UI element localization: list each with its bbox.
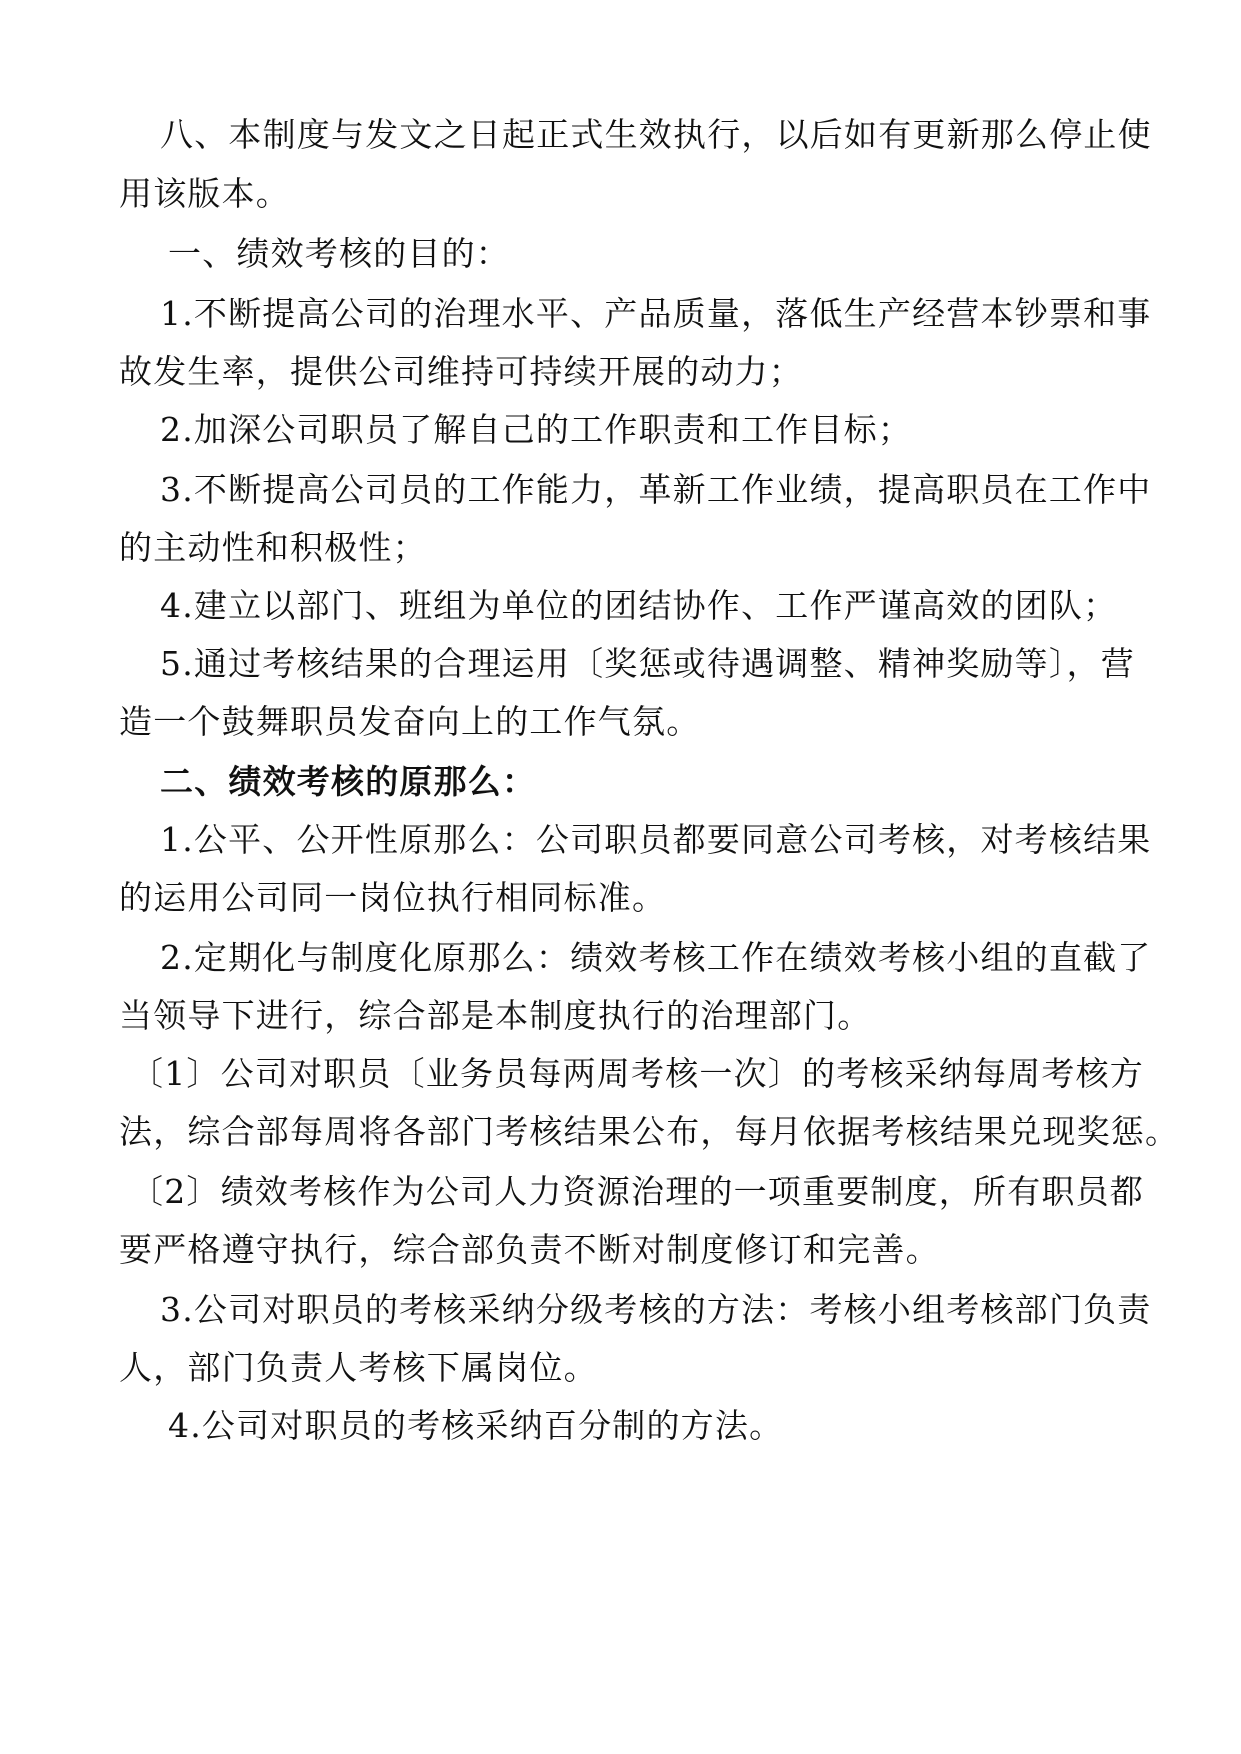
- principle-3-line-2: 人，部门负责人考核下属岗位。: [119, 1348, 598, 1387]
- item-1-line-1: 1.不断提高公司的治理水平、产品质量，落低生产经营本钞票和事: [160, 294, 1152, 333]
- principle-1-line-2: 的运用公司同一岗位执行相同标准。: [119, 878, 667, 917]
- sub-item-2-line-2: 要严格遵守执行，综合部负责不断对制度修订和完善。: [119, 1230, 940, 1269]
- section-2-title: 二、绩效考核的原那么：: [160, 762, 537, 801]
- principle-3-line-1: 3.公司对职员的考核采纳分级考核的方法：考核小组考核部门负责: [160, 1290, 1152, 1329]
- item-3-line-2: 的主动性和积极性；: [119, 528, 427, 567]
- principle-1-line-1: 1.公平、公开性原那么：公司职员都要同意公司考核，对考核结果: [160, 820, 1152, 859]
- item-5-line-2: 造一个鼓舞职员发奋向上的工作气氛。: [119, 702, 701, 741]
- paragraph-8-line-2: 用该版本。: [119, 174, 290, 213]
- paragraph-8-line-1: 八、本制度与发文之日起正式生效执行，以后如有更新那么停止使: [160, 115, 1152, 154]
- sub-item-1-line-1: 〔1〕公司对职员〔业务员每两周考核一次〕的考核采纳每周考核方: [130, 1054, 1144, 1093]
- item-5-line-1: 5.通过考核结果的合理运用〔奖惩或待遇调整、精神奖励等〕，营: [160, 644, 1135, 683]
- section-1-title: 一、绩效考核的目的：: [168, 234, 510, 273]
- item-1-line-2: 故发生率，提供公司维持可持续开展的动力；: [119, 352, 803, 391]
- item-2: 2.加深公司职员了解自己的工作职责和工作目标；: [160, 410, 913, 449]
- sub-item-2-line-1: 〔2〕绩效考核作为公司人力资源治理的一项重要制度，所有职员都: [130, 1172, 1144, 1211]
- principle-4: 4.公司对职员的考核采纳百分制的方法。: [168, 1406, 784, 1445]
- principle-2-line-2: 当领导下进行，综合部是本制度执行的治理部门。: [119, 996, 872, 1035]
- principle-2-line-1: 2.定期化与制度化原那么：绩效考核工作在绩效考核小组的直截了: [160, 938, 1152, 977]
- item-4: 4.建立以部门、班组为单位的团结协作、工作严谨高效的团队；: [160, 586, 1118, 625]
- sub-item-1-line-2: 法，综合部每周将各部门考核结果公布，每月依据考核结果兑现奖惩。: [119, 1112, 1180, 1151]
- item-3-line-1: 3.不断提高公司员的工作能力，革新工作业绩，提高职员在工作中: [160, 470, 1152, 509]
